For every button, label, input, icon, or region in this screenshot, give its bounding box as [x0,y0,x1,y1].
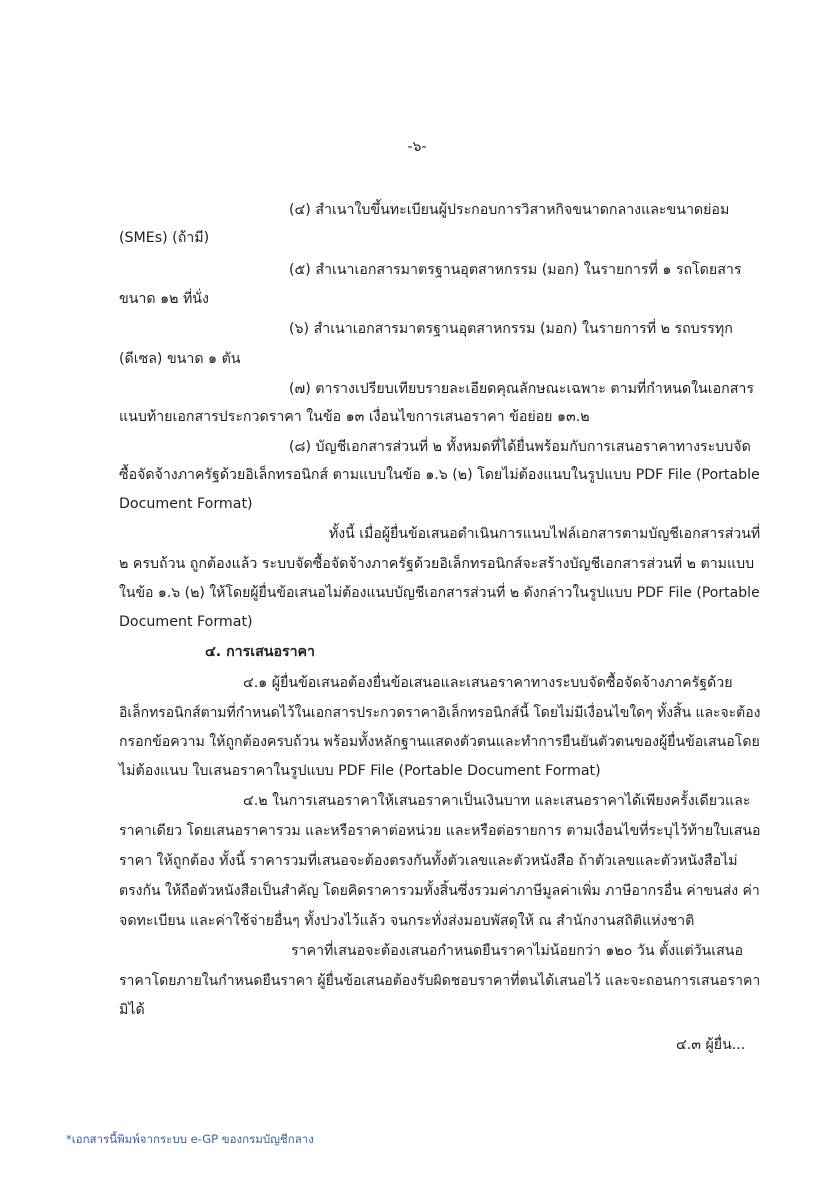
section-4-heading: ๔. การเสนอราคา [205,644,316,660]
clause-4-2-line-2: ราคาเดียว โดยเสนอราคารวม และหรือราคาต่อหน่วย และหรือต่อรายการ ตามเงื่อนไขที่ระบุไว้ท้ายใบเสนอ [119,823,761,839]
item-8-line-3: Document Format) [119,496,253,512]
validity-line-1: ราคาที่เสนอจะต้องเสนอกำหนดยืนราคาไม่น้อยกว่า ๑๒๐ วัน ตั้งแต่วันเสนอ [291,943,743,959]
note-line-2: ๒ ครบถ้วน ถูกต้องแล้ว ระบบจัดซื้อจัดจ้างภาครัฐด้วยอิเล็กทรอนิกส์จะสร้างบัญชีเอกสารส่วนที่ ๒ ตามแบบ [119,556,755,572]
item-8-line-1: (๘) บัญชีเอกสารส่วนที่ ๒ ทั้งหมดที่ได้ยื่นพร้อมกับการเสนอราคาทางระบบจัด [289,439,751,455]
clause-4-2-line-1: ๔.๒ ในการเสนอราคาให้เสนอราคาเป็นเงินบาท และเสนอราคาได้เพียงครั้งเดียวและ [243,793,751,809]
validity-line-2: ราคาโดยภายในกำหนดยืนราคา ผู้ยื่นข้อเสนอต้องรับผิดชอบราคาที่ตนได้เสนอไว้ และจะถอนการเสนอราคา [119,973,761,989]
clause-4-2-line-5: จดทะเบียน และค่าใช้จ่ายอื่นๆ ทั้งปวงไว้แล้ว จนกระทั่งส่งมอบพัสดุให้ ณ สำนักงานสถิติแห่งชาติ [119,913,695,929]
item-8-line-2: ซื้อจัดจ้างภาครัฐด้วยอิเล็กทรอนิกส์ ตามแบบในข้อ ๑.๖ (๒) โดยไม่ต้องแนบในรูปแบบ PDF File (Portable [119,467,760,483]
item-5-line-2: ขนาด ๑๒ ที่นั่ง [119,291,209,307]
page-number: -๖- [407,139,427,155]
note-line-4: Document Format) [119,614,253,630]
clause-4-1-line-1: ๔.๑ ผู้ยื่นข้อเสนอต้องยื่นข้อเสนอและเสนอราคาทางระบบจัดซื้อจัดจ้างภาครัฐด้วย [243,675,733,691]
item-7-line-2: แนบท้ายเอกสารประกวดราคา ในข้อ ๑๓ เงื่อนไขการเสนอราคา ข้อย่อย ๑๓.๒ [119,409,590,425]
clause-4-2-line-4: ตรงกัน ให้ถือตัวหนังสือเป็นสำคัญ โดยคิดราคารวมทั้งสิ้นซึ่งรวมค่าภาษีมูลค่าเพิ่ม ภาษีอากรอื่น ค่าขนส่ง ค่า [119,883,760,899]
continuation-marker: ๔.๓ ผู้ยื่น... [676,1037,746,1053]
note-line-3: ในข้อ ๑.๖ (๒) ให้โดยผู้ยื่นข้อเสนอไม่ต้องแนบบัญชีเอกสารส่วนที่ ๒ ดังกล่าวในรูปแบบ PDF File (Portable [119,585,760,601]
clause-4-1-line-2: อิเล็กทรอนิกส์ตามที่กำหนดไว้ในเอกสารประกวดราคาอิเล็กทรอนิกส์นี้ โดยไม่มีเงื่อนไขใดๆ ทั้งสิ้น และจะต้อง [119,705,761,721]
clause-4-1-line-3: กรอกข้อความ ให้ถูกต้องครบถ้วน พร้อมทั้งหลักฐานแสดงตัวตนและทำการยืนยันตัวตนของผู้ยื่นข้อเสนอโดย [119,734,760,750]
item-4-line-2: (SMEs) (ถ้ามี) [119,230,210,246]
item-4-line-1: (๔) สำเนาใบขึ้นทะเบียนผู้ประกอบการวิสาหกิจขนาดกลางและขนาดย่อม [289,202,730,218]
validity-line-3: มิได้ [119,1002,145,1018]
item-5-line-1: (๕) สำเนาเอกสารมาตรฐานอุตสาหกรรม (มอก) ในรายการที่ ๑ รถโดยสาร [289,262,742,278]
note-line-1: ทั้งนี้ เมื่อผู้ยื่นข้อเสนอดำเนินการแนบไฟล์เอกสารตามบัญชีเอกสารส่วนที่ [329,526,761,542]
item-6-line-1: (๖) สำเนาเอกสารมาตรฐานอุตสาหกรรม (มอก) ในรายการที่ ๒ รถบรรทุก [289,321,733,337]
clause-4-2-line-3: ราคา ให้ถูกต้อง ทั้งนี้ ราคารวมที่เสนอจะต้องตรงกันทั้งตัวเลขและตัวหนังสือ ถ้าตัวเลขและตัวหนังสือไม่ [119,853,738,869]
clause-4-1-line-4: ไม่ต้องแนบ ใบเสนอราคาในรูปแบบ PDF File (Portable Document Format) [119,763,601,779]
footer-note: *เอกสารนี้พิมพ์จากระบบ e-GP ของกรมบัญชีกลาง [66,1132,314,1146]
item-6-line-2: (ดีเซล) ขนาด ๑ ตัน [119,351,241,367]
item-7-line-1: (๗) ตารางเปรียบเทียบรายละเอียดคุณลักษณะเฉพาะ ตามที่กำหนดในเอกสาร [289,381,754,397]
